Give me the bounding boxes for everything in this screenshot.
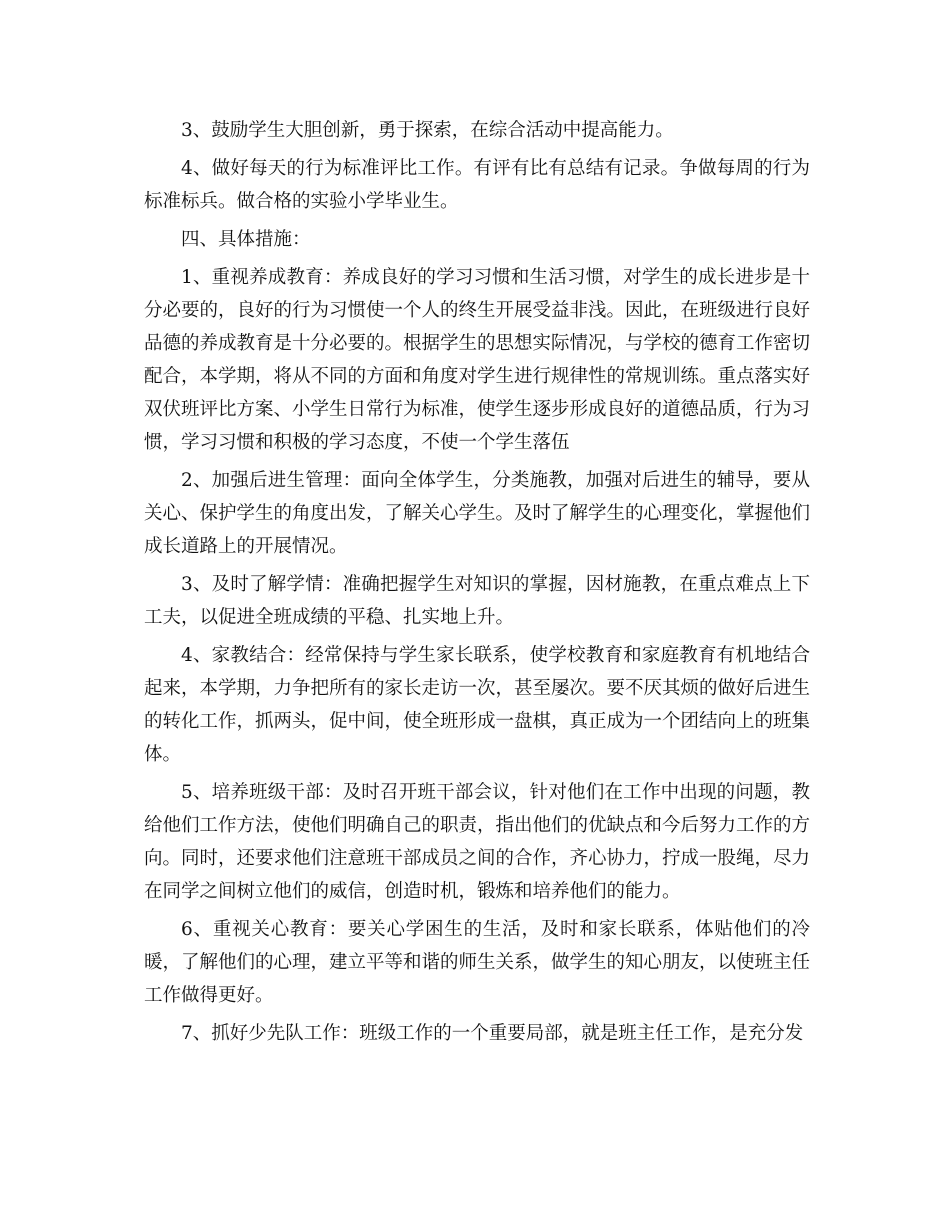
paragraph-measure-7: 7、抓好少先队工作：班级工作的一个重要局部，就是班主任工作，是充分发 — [181, 1023, 804, 1044]
paragraph-measure-4: 4、家教结合：经常保持与学生家长联系，使学校教育和家庭教育有机地结合起来，本学期，力争把所有的家长走访一次，甚至屡次。要不厌其烦的做好后进生的转化工作，抓两头，促中间，使全班形成一盘棋，真正成为一个团结向上的班集体。 — [144, 645, 811, 765]
paragraph-measure-1: 1、重视养成教育：养成良好的学习习惯和生活习惯，对学生的成长进步是十分必要的，良好的行为习惯使一个人的终生开展受益非浅。因此，在班级进行良好品德的养成教育是十分必要的。根据学生的思想实际情况，与学校的德育工作密切配合，本学期，将从不同的方面和角度对学生进行规律性的常规训练。重点落实好双伏班评比方案、小学生日常行为标准，使学生逐步形成良好的道德品质，行为习惯，学习习惯和积极的学习态度，不使一个学生落伍 — [144, 267, 811, 453]
section-heading-measures: 四、具体措施： — [181, 229, 311, 250]
paragraph-measure-5: 5、培养班级干部：及时召开班干部会议，针对他们在工作中出现的问题，教给他们工作方法，使他们明确自己的职责，指出他们的优缺点和今后努力工作的方向。同时，还要求他们注意班干部成员之间的合作，齐心协力，拧成一股绳，尽力在同学之间树立他们的威信，创造时机，锻炼和培养他们的能力。 — [144, 782, 811, 902]
paragraph-measure-6: 6、重视关心教育：要关心学困生的生活，及时和家长联系，体贴他们的冷暖，了解他们的心理，建立平等和谐的师生关系，做学生的知心朋友，以使班主任工作做得更好。 — [144, 919, 811, 1006]
document-body — [144, 114, 810, 1055]
paragraph-goal-3: 3、鼓励学生大胆创新，勇于探索，在综合活动中提高能力。 — [181, 120, 674, 141]
paragraph-goal-4: 4、做好每天的行为标准评比工作。有评有比有总结有记录。争做每周的行为标准标兵。做合格的实验小学毕业生。 — [144, 158, 810, 212]
paragraph-measure-3: 3、及时了解学情：准确把握学生对知识的掌握，因材施教，在重点难点上下工夫，以促进全班成绩的平稳、扎实地上升。 — [144, 574, 810, 628]
paragraph-measure-2: 2、加强后进生管理：面向全体学生，分类施教，加强对后进生的辅导，要从关心、保护学生的角度出发，了解关心学生。及时了解学生的心理变化，掌握他们成长道路上的开展情况。 — [144, 470, 811, 557]
